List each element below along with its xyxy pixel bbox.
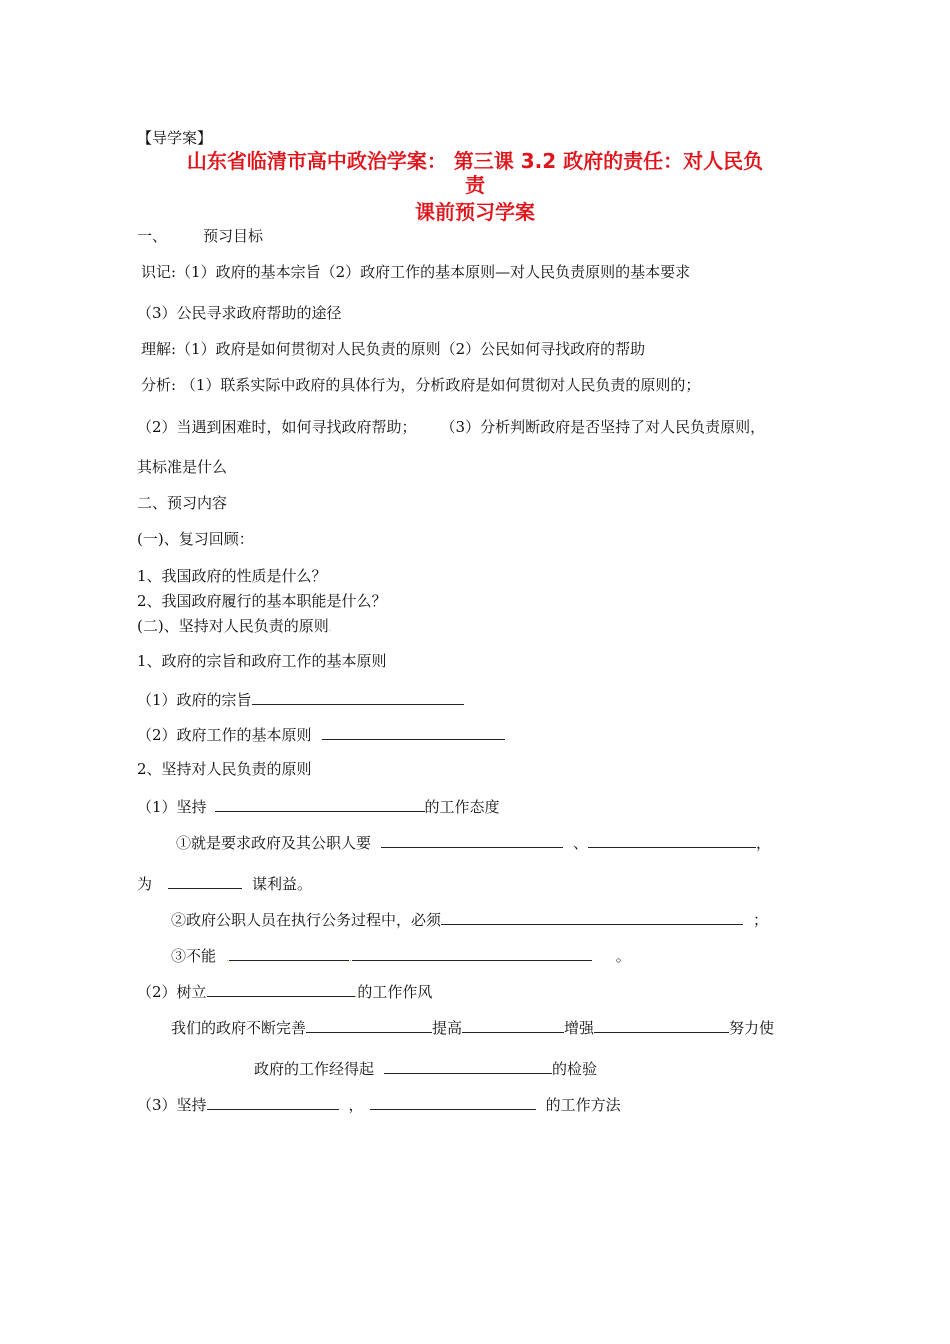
- blank-zongzhi[interactable]: [252, 688, 464, 705]
- we-4: 努力使: [729, 1019, 775, 1037]
- section1-heading: [137, 226, 263, 246]
- review-q2: 2、我国政府履行的基本职能是什么？: [137, 592, 387, 610]
- item-2-2-prefix: （2）树立: [137, 983, 207, 1001]
- point-3-end: 。: [615, 947, 631, 965]
- we-2: 提高: [432, 1019, 463, 1037]
- blank-fangfa-a[interactable]: [207, 1093, 339, 1110]
- goal-fenxi-3: 其标准是什么: [137, 458, 228, 476]
- item-1: 1、政府的宗旨和政府工作的基本原则: [137, 652, 387, 670]
- blank-taidu[interactable]: [215, 795, 425, 812]
- we-3: 增强: [564, 1019, 595, 1037]
- point-1: [176, 831, 771, 853]
- goal-shiji: 识记:（1）政府的基本宗旨（2）政府工作的基本原则—对人民负责原则的基本要求: [141, 263, 691, 281]
- goal-fenxi-2a: （2）当遇到困难时，如何寻找政府帮助；: [137, 418, 417, 436]
- item-2-1-suffix: 的工作态度: [424, 798, 500, 816]
- blank-c1a[interactable]: [381, 831, 563, 848]
- point-1b-prefix: 为: [137, 875, 153, 893]
- title-line-2: 责: [465, 173, 485, 197]
- edit-mark: .: [328, 624, 332, 634]
- title-line-3: 课前预习学案: [415, 200, 535, 224]
- item-2-1: [137, 795, 500, 817]
- blank-c1b[interactable]: [588, 831, 756, 848]
- item-2-2: [137, 980, 432, 1005]
- goal-fenxi-2: [137, 417, 765, 437]
- blank-jianyan[interactable]: [384, 1057, 552, 1074]
- section2-heading: 二、预习内容: [137, 494, 228, 512]
- point-2-end: ；: [753, 911, 769, 929]
- goal-fenxi: 分析: （1）联系实际中政府的具体行为，分析政府是如何贯彻对人民负责的原则的；: [141, 376, 701, 394]
- principle-heading: [137, 616, 332, 639]
- test-suffix: 的检验: [552, 1060, 598, 1078]
- edit-mark: .: [226, 954, 229, 964]
- point-1b-suffix: 谋利益。: [252, 875, 313, 893]
- point-3: [171, 944, 631, 969]
- item-1a: [137, 688, 464, 710]
- goal-shiji-2: （3）公民寻求政府帮助的途径: [137, 304, 342, 322]
- blank-c3b[interactable]: [352, 944, 592, 961]
- item-1a-label: （1）政府的宗旨: [137, 691, 252, 709]
- item-2-3: [137, 1093, 621, 1115]
- point-1-prefix: ①就是要求政府及其公职人要: [176, 834, 372, 852]
- section1-title: 预习目标: [203, 227, 264, 245]
- item-2-1-prefix: （1）坚持: [137, 798, 207, 816]
- edit-mark: .: [354, 990, 358, 1000]
- item-1b: [137, 723, 505, 745]
- item-2: 2、坚持对人民负责的原则: [137, 760, 312, 778]
- we-1: 我们的政府不断完善: [171, 1019, 307, 1037]
- point-3-prefix: ③不能: [171, 947, 217, 965]
- item-2-3-sep: ，: [348, 1096, 364, 1114]
- point-1-end: ，: [756, 834, 772, 852]
- blank-c1c[interactable]: [168, 872, 242, 889]
- item-2-2-suffix: 的工作作风: [357, 983, 433, 1001]
- point-1b: [137, 872, 312, 894]
- title-line-1: 山东省临清市高中政治学案： 第三课 3.2 政府的责任：对人民负: [186, 149, 764, 173]
- point-1-sep: 、: [573, 834, 589, 852]
- test-line: [254, 1057, 597, 1079]
- item-1b-label: （2）政府工作的基本原则: [137, 726, 312, 744]
- we-line: [171, 1016, 774, 1038]
- blank-zuofeng[interactable]: [207, 980, 355, 997]
- principle-heading-text: (二)、坚持对人民负责的原则: [137, 617, 329, 635]
- item-2-3-suffix: 的工作方法: [545, 1096, 621, 1114]
- blank-tigao[interactable]: [462, 1016, 564, 1033]
- edit-mark: .: [348, 954, 352, 964]
- section1-number: 一、: [137, 227, 168, 245]
- blank-wanshan[interactable]: [306, 1016, 432, 1033]
- goal-lijie: 理解:（1）政府是如何贯彻对人民负责的原则（2）公民如何寻找政府的帮助: [141, 340, 646, 358]
- doc-tag: 【导学案】: [137, 129, 213, 147]
- point-2-prefix: ②政府公职人员在执行公务过程中，必须: [171, 911, 442, 929]
- blank-zengqiang[interactable]: [594, 1016, 729, 1033]
- goal-fenxi-2b: （3）分析判断政府是否坚持了对人民负责原则，: [440, 418, 766, 436]
- review-q1: 1、我国政府的性质是什么？: [137, 567, 327, 585]
- review-heading: (一)、复习回顾：: [137, 530, 254, 548]
- item-2-3-prefix: （3）坚持: [137, 1096, 207, 1114]
- point-2: [171, 908, 768, 930]
- blank-c2[interactable]: [441, 908, 743, 925]
- blank-c3a[interactable]: [229, 944, 349, 961]
- blank-yuanze[interactable]: [322, 723, 505, 740]
- blank-fangfa-b[interactable]: [370, 1093, 536, 1110]
- test-prefix: 政府的工作经得起: [254, 1060, 375, 1078]
